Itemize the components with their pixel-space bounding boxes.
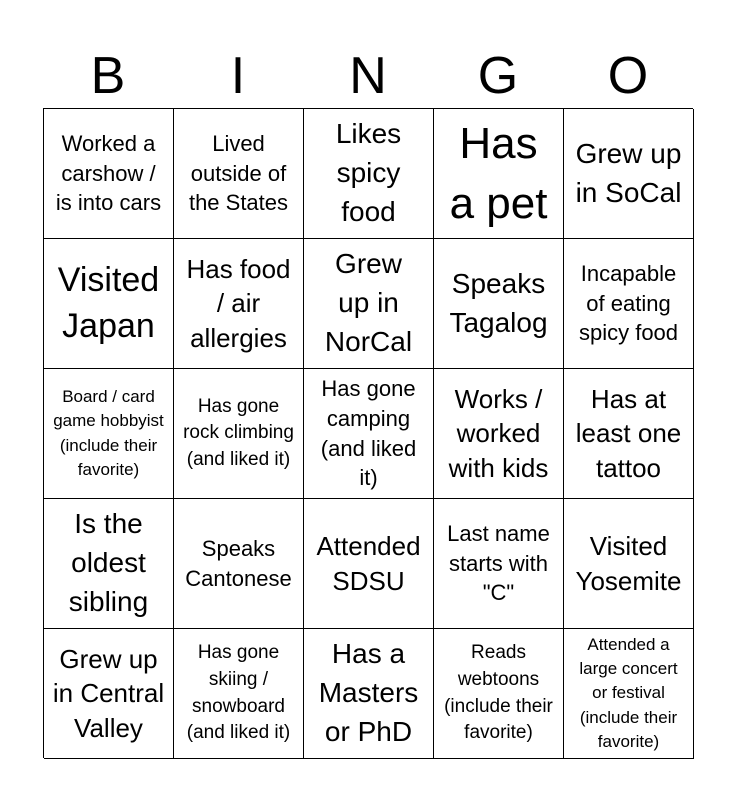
header-letter-o: O (607, 47, 649, 105)
header-letter-g: G (477, 47, 519, 105)
cell-text: Grew up in SoCal (575, 137, 682, 208)
bingo-cell[interactable] (564, 109, 694, 239)
cell-text: Visited Japan (57, 260, 160, 345)
cell-text: Likes spicy food (335, 118, 402, 227)
cell-text: Incapable of eating spicy food (578, 260, 679, 346)
cell-text: Reads webtoons (include their favorite) (444, 642, 553, 744)
cell-text: Grew up in NorCal (324, 248, 413, 357)
bingo-cell[interactable] (174, 629, 304, 759)
cell-text: Is the oldest sibling (68, 508, 149, 617)
cell-text: Works / worked with kids (448, 384, 549, 483)
bingo-cell[interactable] (434, 369, 564, 499)
cell-text: Has food / air allergies (186, 254, 291, 353)
bingo-cell[interactable] (434, 629, 564, 759)
cell-text: Has at least one tattoo (575, 384, 682, 483)
bingo-cell[interactable] (44, 109, 174, 239)
bingo-cell[interactable] (304, 499, 434, 629)
cell-text: Has gone rock climbing (and liked it) (183, 395, 294, 470)
cell-text: Board / card game hobbyist (include their favorite) (53, 387, 164, 479)
cell-text: Attended a large concert or festival (include their favorite) (579, 635, 678, 751)
bingo-cell[interactable] (174, 499, 304, 629)
bingo-cell[interactable] (564, 239, 694, 369)
bingo-grid (43, 108, 693, 758)
header-letter-i: I (230, 47, 246, 105)
cell-text: Lived outside of the States (188, 130, 289, 216)
bingo-cell[interactable] (304, 239, 434, 369)
bingo-cell[interactable] (304, 369, 434, 499)
cell-text: Worked a carshow / is into cars (55, 130, 162, 216)
header-letter-n: N (349, 47, 387, 105)
bingo-cell[interactable] (434, 109, 564, 239)
cell-text: Visited Yosemite (575, 531, 682, 596)
bingo-cell[interactable] (44, 499, 174, 629)
header-letter-b: B (90, 47, 126, 105)
cell-text: Speaks Cantonese (185, 535, 292, 591)
bingo-cell[interactable] (174, 239, 304, 369)
bingo-cell[interactable] (44, 629, 174, 759)
bingo-cell[interactable] (304, 629, 434, 759)
bingo-cell[interactable] (564, 369, 694, 499)
cell-text: Has a Masters or PhD (318, 638, 419, 747)
cell-text: Last name starts with "C" (447, 520, 550, 606)
bingo-cell[interactable] (434, 499, 564, 629)
bingo-cell[interactable] (564, 499, 694, 629)
bingo-cell[interactable] (174, 369, 304, 499)
bingo-cell[interactable] (304, 109, 434, 239)
cell-text: Has gone camping (and liked it) (320, 376, 417, 491)
bingo-cell[interactable] (434, 239, 564, 369)
cell-text: Has gone skiing / snowboard (and liked it) (186, 642, 291, 744)
bingo-header (43, 44, 693, 108)
cell-text: Attended SDSU (316, 531, 421, 596)
bingo-cell[interactable] (564, 629, 694, 759)
cell-text: Has a pet (449, 118, 548, 228)
bingo-cell[interactable] (44, 239, 174, 369)
bingo-cell[interactable] (174, 109, 304, 239)
cell-text: Grew up in Central Valley (52, 644, 165, 743)
cell-text: Speaks Tagalog (449, 267, 548, 338)
bingo-cell[interactable] (44, 369, 174, 499)
